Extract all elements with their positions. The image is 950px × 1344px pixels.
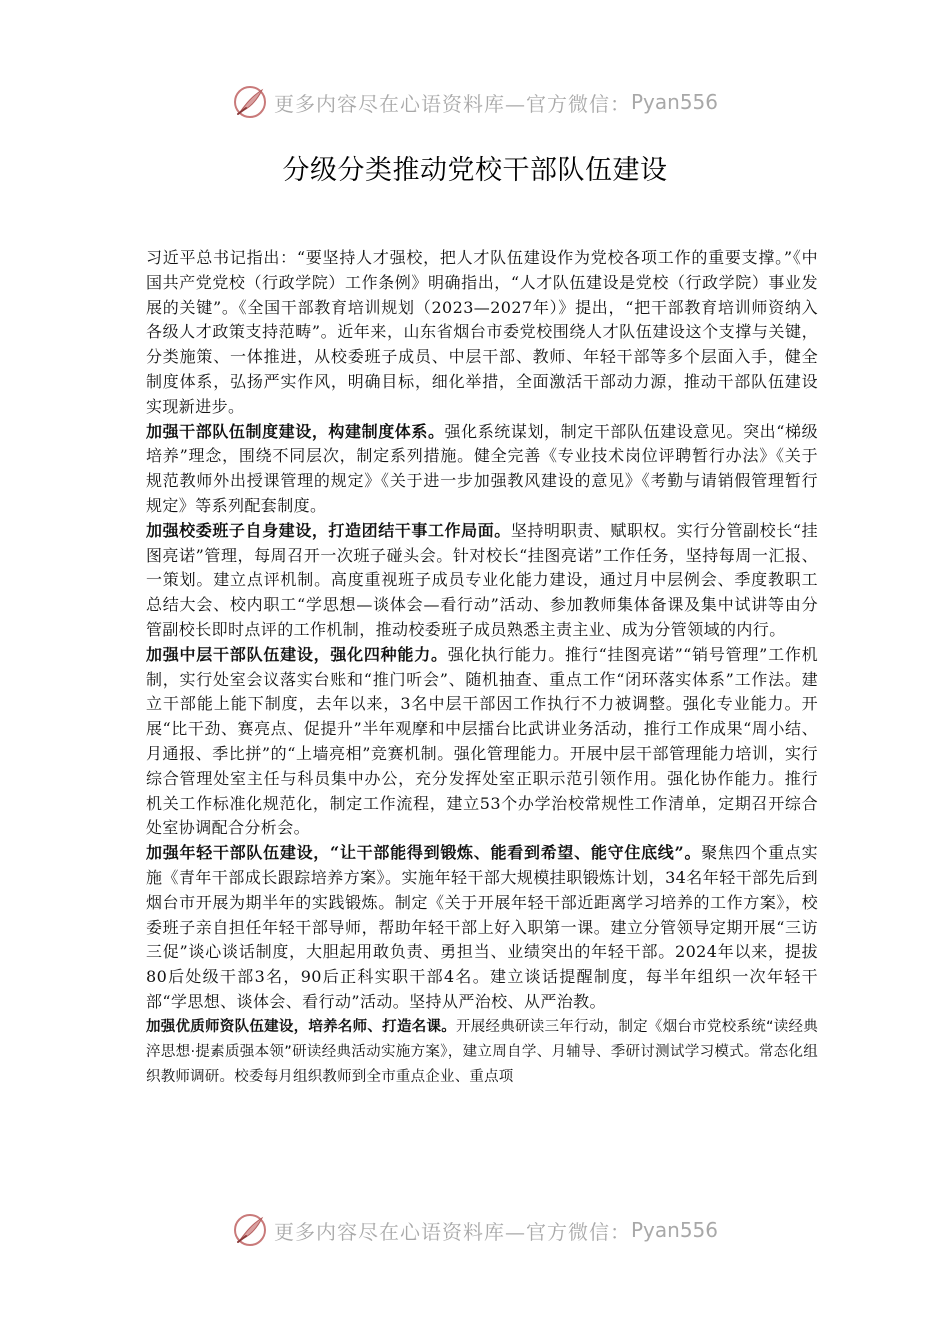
document-title: 分级分类推动党校干部队伍建设 (282, 155, 668, 186)
section-lead: 加强中层干部队伍建设，强化四种能力。 (146, 644, 448, 664)
section-paragraph (146, 643, 818, 841)
quill-logo-icon (232, 84, 268, 120)
header-wechat-id: Pyan556 (630, 90, 718, 114)
document-body (146, 246, 818, 1090)
intro-paragraph: 习近平总书记指出：“要坚持人才强校，把人才队伍建设作为党校各项工作的重要支撑。”《中国共产党党校（行政学院）工作条例》明确指出，“人才队伍建设是党校（行政学院）事业发展的关键”。《全国干部教育培训规划（2023—2027年）》提出，“把干部教育培训师资纳入各级人才政策支持范畴”。近年来，山东省烟台市委党校围绕人才队伍建设这个支撑与关键，分类施策、一体推进，从校委班子成员、中层干部、教师、年轻干部等多个层面入手，健全制度体系，弘扬严实作风，明确目标，细化举措，全面激活干部动力源，推动干部队伍建设实现新进步。 (146, 248, 818, 416)
footer-wechat-id: Pyan556 (630, 1218, 718, 1242)
section-paragraph (146, 1015, 818, 1090)
footer-banner (0, 1210, 950, 1250)
section-lead: 加强干部队伍制度建设，构建制度体系。 (146, 421, 445, 441)
section-body: 坚持明职责、赋职权。实行分管副校长“挂图亮诺”管理，每周召开一次班子碰头会。针对校长“挂图亮诺”工作任务，坚持每周一汇报、一策划。建立点评机制。高度重视班子成员专业化能力建设，通过月中层例会、季度教职工总结大会、校内职工“学思想—谈体会—看行动”活动、参加教师集体备课及集中试讲等由分管副校长即时点评的工作机制，推动校委班子成员熟悉主责主业、成为分管领域的内行。 (146, 520, 818, 639)
section-body: 开展经典研读三年行动，制定《烟台市党校系统“读经典淬思想·提素质强本领”研读经典活动实施方案》，建立周自学、月辅导、季研讨测试学习模式。常态化组织教师调研。校委每月组织教师到全市重点企业、重点项 (146, 1018, 818, 1085)
footer-banner-text: 更多内容尽在心语资料库—官方微信： (273, 1219, 631, 1244)
section-paragraph (146, 841, 818, 1015)
section-paragraph (146, 519, 818, 643)
quill-logo-icon (232, 1212, 268, 1248)
section-lead: 加强优质师资队伍建设，培养名师、打造名课。 (146, 1018, 456, 1035)
section-body: 聚焦四个重点实施《青年干部成长跟踪培养方案》。实施年轻干部大规模挂职锻炼计划，34名年轻干部先后到烟台市开展为期半年的实践锻炼。制定《关于开展年轻干部近距离学习培养的工作方案》，校委班子亲自担任年轻干部导师，帮助年轻干部上好入职第一课。建立分管领导定期开展“三访三促”谈心谈话制度，大胆起用敢负责、勇担当、业绩突出的年轻干部。2024年以来，提拔80后处级干部3名，90后正科实职干部4名。建立谈话提醒制度，每半年组织一次年轻干部“学思想、谈体会、看行动”活动。坚持从严治校、从严治教。 (146, 843, 818, 1011)
section-lead: 加强校委班子自身建设，打造团结干事工作局面。 (146, 520, 511, 540)
header-banner-text: 更多内容尽在心语资料库—官方微信： (273, 91, 631, 116)
section-lead: 加强年轻干部队伍建设，“让干部能得到锻炼、能看到希望、能守住底线”。 (146, 843, 702, 863)
section-body: 强化系统谋划，制定干部队伍建设意见。突出“梯级培养”理念，围绕不同层次，制定系列措施。健全完善《专业技术岗位评聘暂行办法》《关于规范教师外出授课管理的规定》《关于进一步加强教风建设的意见》《考勤与请销假管理暂行规定》等系列配套制度。 (146, 421, 819, 515)
section-paragraph (146, 420, 818, 519)
header-banner (0, 82, 950, 122)
section-body: 强化执行能力。推行“挂图亮诺”“销号管理”工作机制，实行处室会议落实台账和“推门听会”、随机抽查、重点工作“闭环落实体系”工作法。建立干部能上能下制度，去年以来，3名中层干部因工作执行不力被调整。强化专业能力。开展“比干劲、赛亮点、促提升”半年观摩和中层擂台比武讲业务活动，推行工作成果“周小结、月通报、季比拼”的“上墙亮相”竞赛机制。强化管理能力。开展中层干部管理能力培训，实行综合管理处室主任与科员集中办公，充分发挥处室正职示范引领作用。强化协作能力。推行机关工作标准化规范化，制定工作流程，建立53个办学治校常规性工作清单，定期召开综合处室协调配合分析会。 (146, 644, 818, 838)
